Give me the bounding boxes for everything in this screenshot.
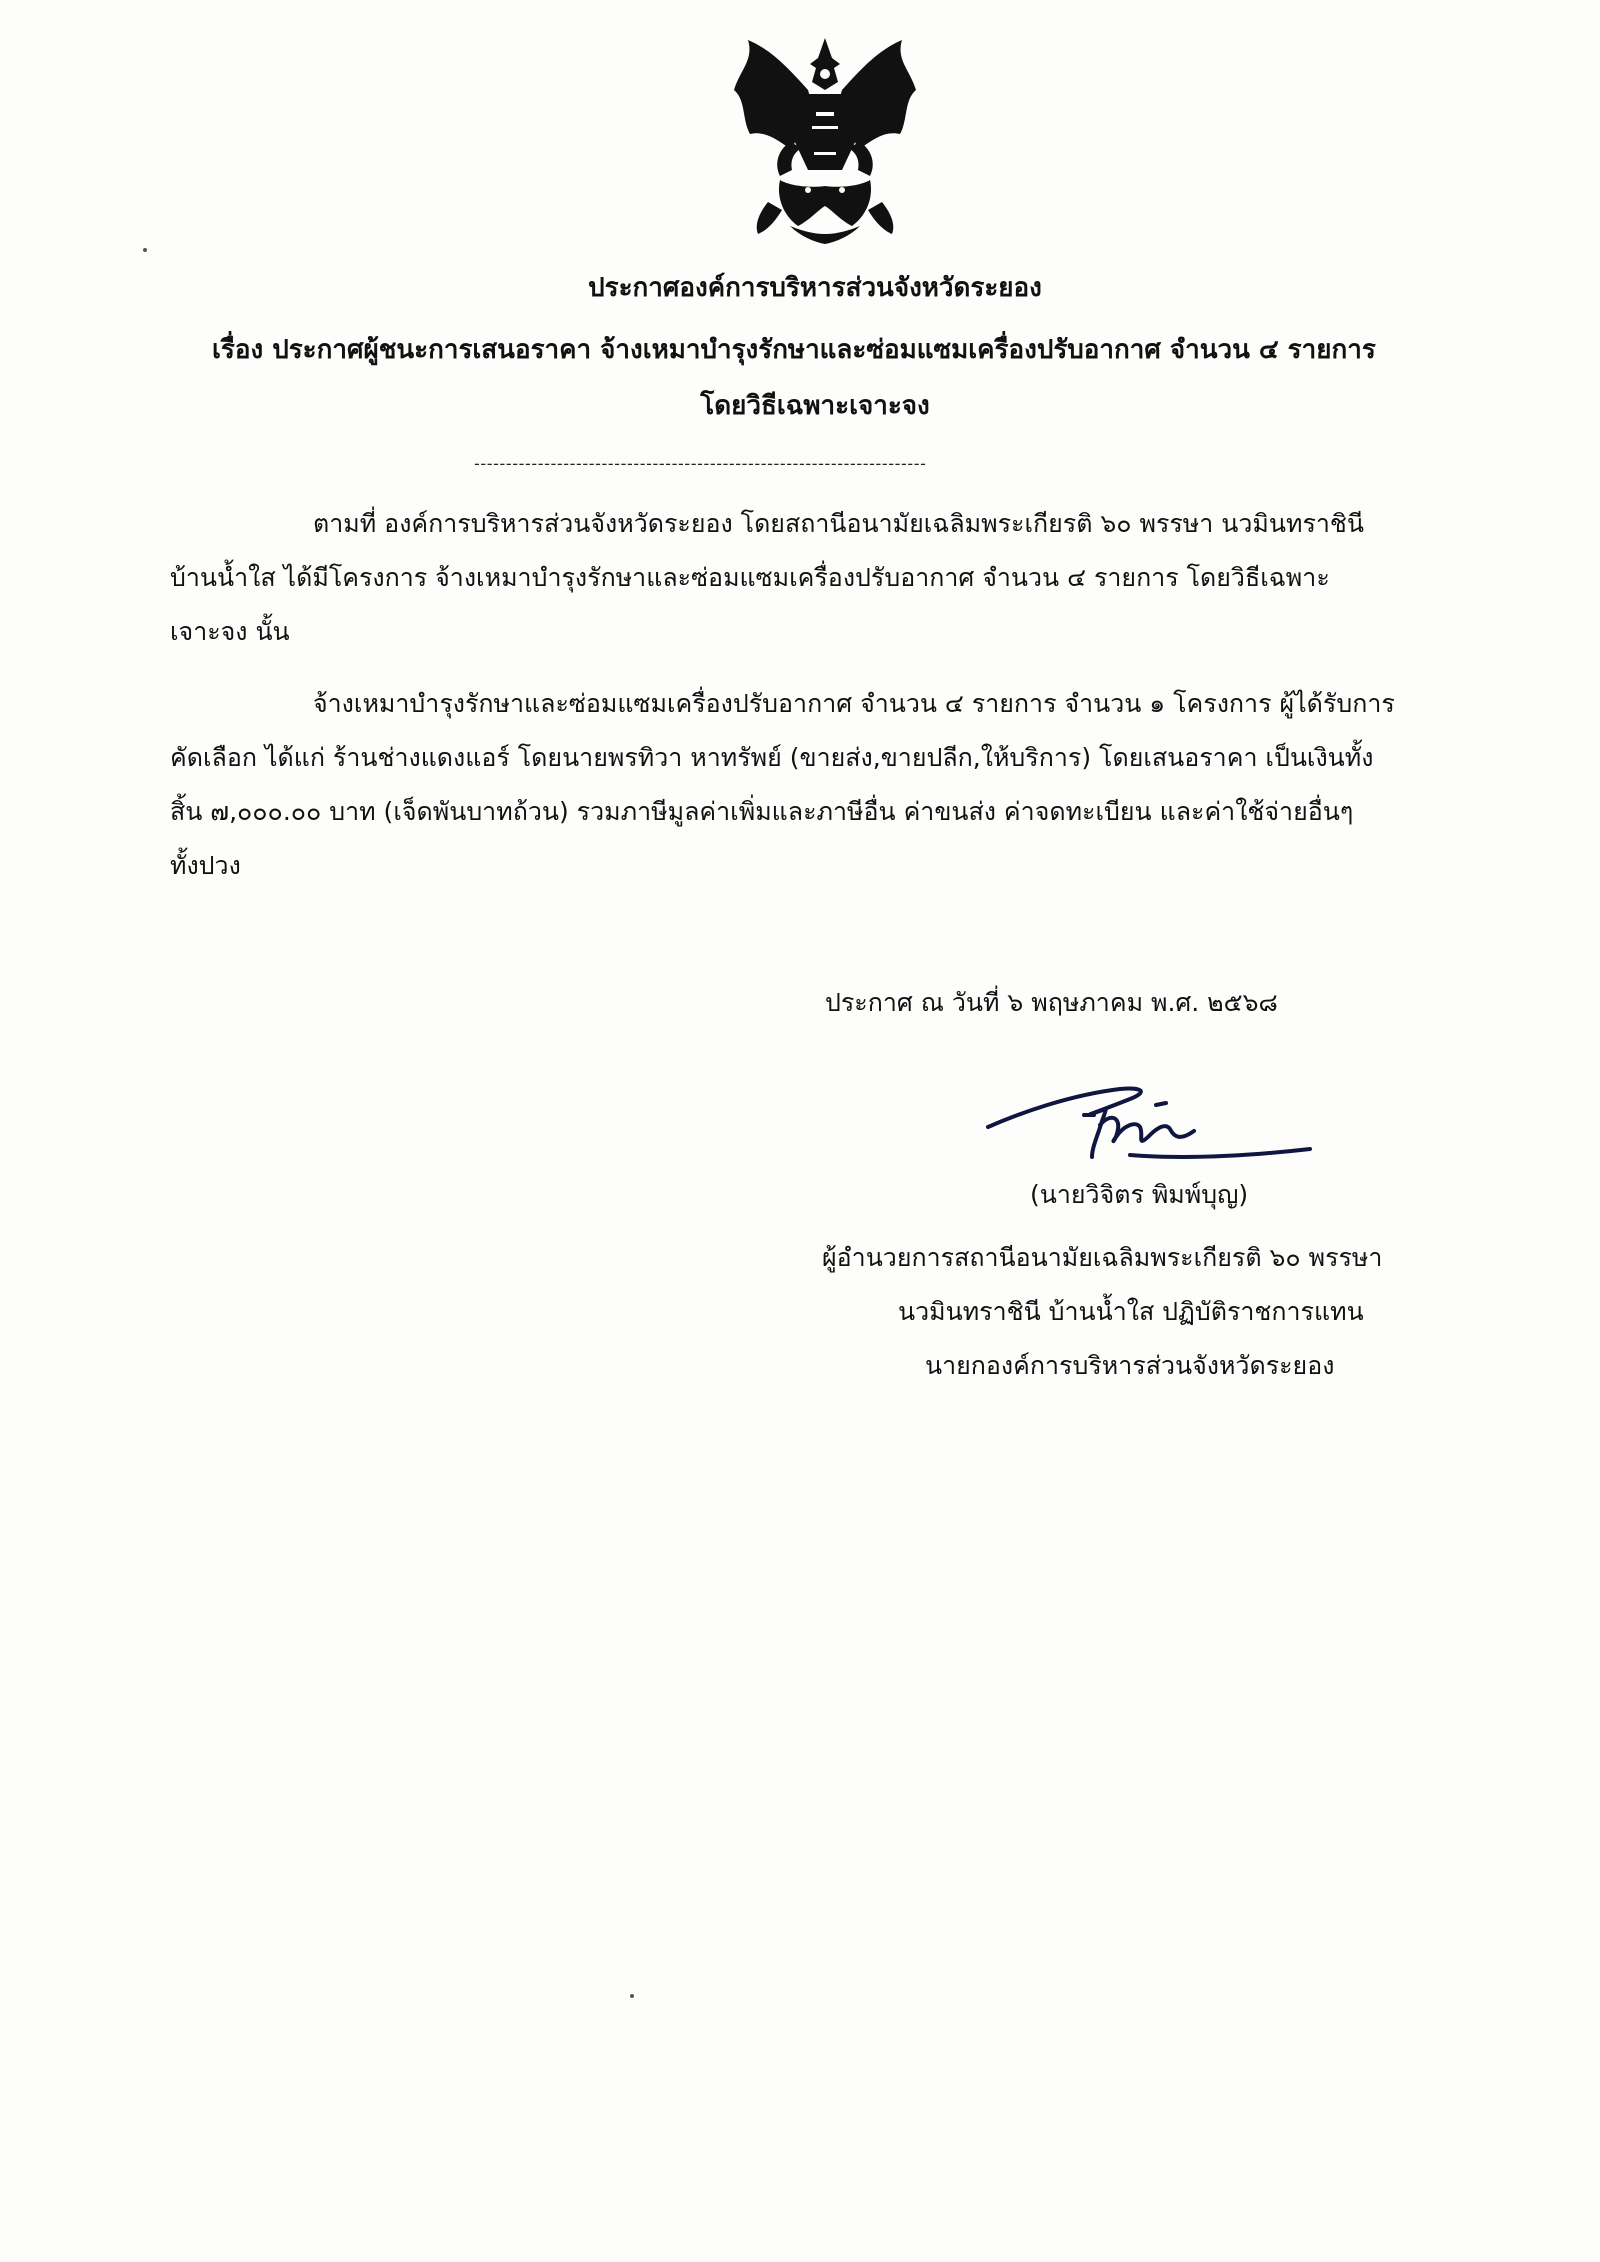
announcement-subject: เรื่อง ประกาศผู้ชนะการเสนอราคา จ้างเหมาบำรุงรักษาและซ่อมแซมเครื่องปรับอากาศ จำนวน ๔ รายการ — [212, 335, 1376, 365]
paragraph1-line3: เจาะจง นั้น — [170, 617, 290, 646]
signature-icon — [980, 1065, 1320, 1175]
paragraph1-line2: บ้านน้ำใส ได้มีโครงการ จ้างเหมาบำรุงรักษาและซ่อมแซมเครื่องปรับอากาศ จำนวน ๔ รายการ โดยวิธีเฉพาะ — [170, 563, 1330, 592]
separator-line: ----------------------------------------------------------------------- — [474, 454, 927, 473]
paragraph2-line1: จ้างเหมาบำรุงรักษาและซ่อมแซมเครื่องปรับอากาศ จำนวน ๔ รายการ จำนวน ๑ โครงการ ผู้ได้รับการ — [313, 689, 1395, 718]
scan-speck — [630, 1994, 634, 1998]
announcement-date: ประกาศ ณ วันที่ ๖ พฤษภาคม พ.ศ. ๒๕๖๘ — [825, 988, 1278, 1017]
scan-speck — [143, 248, 147, 252]
signatory-name: (นายวิจิตร พิมพ์บุญ) — [1030, 1180, 1249, 1209]
signatory-title-line2: นวมินทราชินี บ้านน้ำใส ปฏิบัติราชการแทน — [898, 1297, 1364, 1326]
paragraph2-line3: สิ้น ๗,๐๐๐.๐๐ บาท (เจ็ดพันบาทถ้วน) รวมภาษีมูลค่าเพิ่มและภาษีอื่น ค่าขนส่ง ค่าจดทะเบียน และค่าใช้จ่ายอื่นๆ — [170, 797, 1354, 826]
signatory-title-line3: นายกองค์การบริหารส่วนจังหวัดระยอง — [925, 1351, 1335, 1380]
paragraph2-line2: คัดเลือก ได้แก่ ร้านช่างแดงแอร์ โดยนายพรทิวา หาทรัพย์ (ขายส่ง,ขายปลีก,ให้บริการ) โดยเสนอราคา เป็นเงินทั้ง — [170, 743, 1374, 772]
signatory-title-line1: ผู้อำนวยการสถานีอนามัยเฉลิมพระเกียรติ ๖๐ พรรษา — [822, 1243, 1383, 1272]
paragraph1-line1: ตามที่ องค์การบริหารส่วนจังหวัดระยอง โดยสถานีอนามัยเฉลิมพระเกียรติ ๖๐ พรรษา นวมินทราชินี — [313, 509, 1364, 538]
announcement-subject-continued: โดยวิธีเฉพาะเจาะจง — [700, 391, 930, 421]
paragraph2-line4: ทั้งปวง — [170, 851, 241, 880]
garuda-emblem-icon — [720, 30, 930, 250]
announcement-title: ประกาศองค์การบริหารส่วนจังหวัดระยอง — [588, 273, 1042, 303]
